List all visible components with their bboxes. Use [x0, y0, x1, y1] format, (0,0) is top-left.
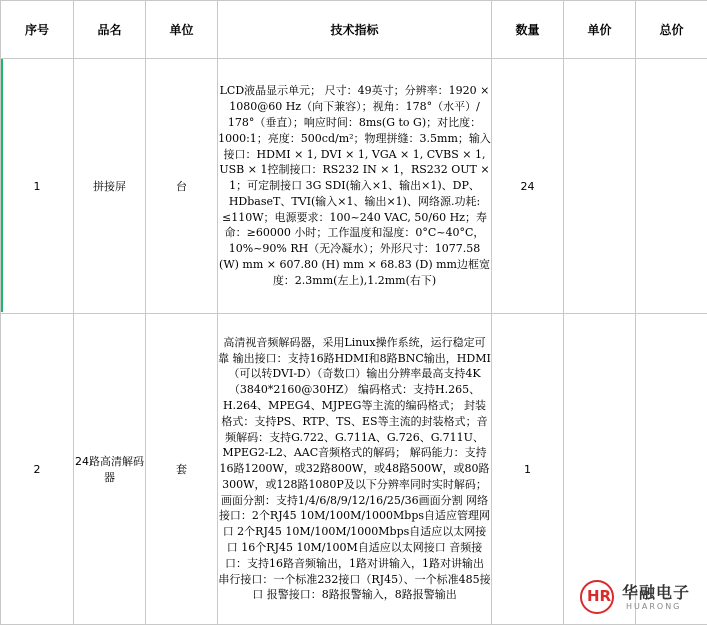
logo-name-cn: 华融电子 [622, 580, 690, 603]
watermark-logo [580, 578, 704, 618]
cell-spec[interactable]: LCD液晶显示单元； 尺寸：49英寸；分辨率：1920 × 1080@60 Hz（向下兼容）；视角：178°（水平）/ 178°（垂直）；响应时间：8ms(G to G)；对比度：1000:1；亮度：500cd/m²；物理拼缝：3.5mm；输入接口：HDMI × 1, DVI × 1, VGA × 1, CVBS × 1, USB × 1控制接口：RS232 IN × 1，RS232 OUT × 1；可定制接口 3G SDI(输入×1、输出×1)、DP、HDbaseT、TVI(输入×1、输出×1)、网络源.功耗: ≤110W；电源要求：100~240 VAC, 50/60 Hz；寿命：≥60000 小时；工作温度和湿度：0°C~40°C，10%~90% RH（无冷凝水）；外形尺寸：1077.58 (W) mm × 607.80 (H) mm × 68.83 (D) mm边框宽度：2.3mm(左上),1.2mm(右下) [218, 59, 492, 314]
logo-name-en: HUARONG [626, 602, 681, 611]
cell-total[interactable] [636, 59, 707, 314]
cell-name[interactable]: 24路高清解码器 [74, 314, 146, 625]
cell-name[interactable]: 拼接屏 [74, 59, 146, 314]
cell-no[interactable]: 1 [1, 59, 74, 314]
cell-price[interactable] [564, 59, 636, 314]
table-row [1, 59, 707, 314]
header-name[interactable]: 品名 [74, 1, 146, 59]
header-unit[interactable]: 单位 [146, 1, 218, 59]
header-row [1, 1, 707, 59]
cell-spec[interactable]: 高清视音频解码器，采用Linux操作系统，运行稳定可靠 输出接口：支持16路HDMI和8路BNC输出，HDMI（可以转DVI-D）（奇数口）输出分辨率最高支持4K（3840*2160@30HZ） 编码格式：支持H.265、H.264、MPEG4、MJPEG等主流的编码格式； 封装格式：支持PS、RTP、TS、ES等主流的封装格式；音频解码：支持G.722、G.711A、G.726、G.711U、MPEG2-L2、AAC音频格式的解码； 解码能力：支持16路1200W，或32路800W，或48路500W，或80路300W，或128路1080P及以下分辨率同时实时解码；画面分割：支持1/4/6/8/9/12/16/25/36画面分割 网络接口：2个RJ45 10M/100M/1000Mbps自适应管理网口 2个RJ45 10M/100M/1000Mbps自适应以太网接口 16个RJ45 10M/100M自适应以太网接口 音频接口：支持16路音频输出，1路对讲输入，1路对讲输出 串行接口：一个标准232接口（RJ45）、一个标准485接口 报警接口：8路报警输入，8路报警输出 [218, 314, 492, 625]
cell-no[interactable]: 2 [1, 314, 74, 625]
logo-icon [580, 580, 614, 614]
cell-qty[interactable]: 24 [492, 59, 564, 314]
cell-qty[interactable]: 1 [492, 314, 564, 625]
header-total[interactable]: 总价 [636, 1, 707, 59]
cell-unit[interactable]: 套 [146, 314, 218, 625]
cell-unit[interactable]: 台 [146, 59, 218, 314]
logo-mark-text: HR [587, 587, 611, 605]
header-price[interactable]: 单价 [564, 1, 636, 59]
header-spec[interactable]: 技术指标 [218, 1, 492, 59]
header-no[interactable]: 序号 [1, 1, 74, 59]
header-qty[interactable]: 数量 [492, 1, 564, 59]
